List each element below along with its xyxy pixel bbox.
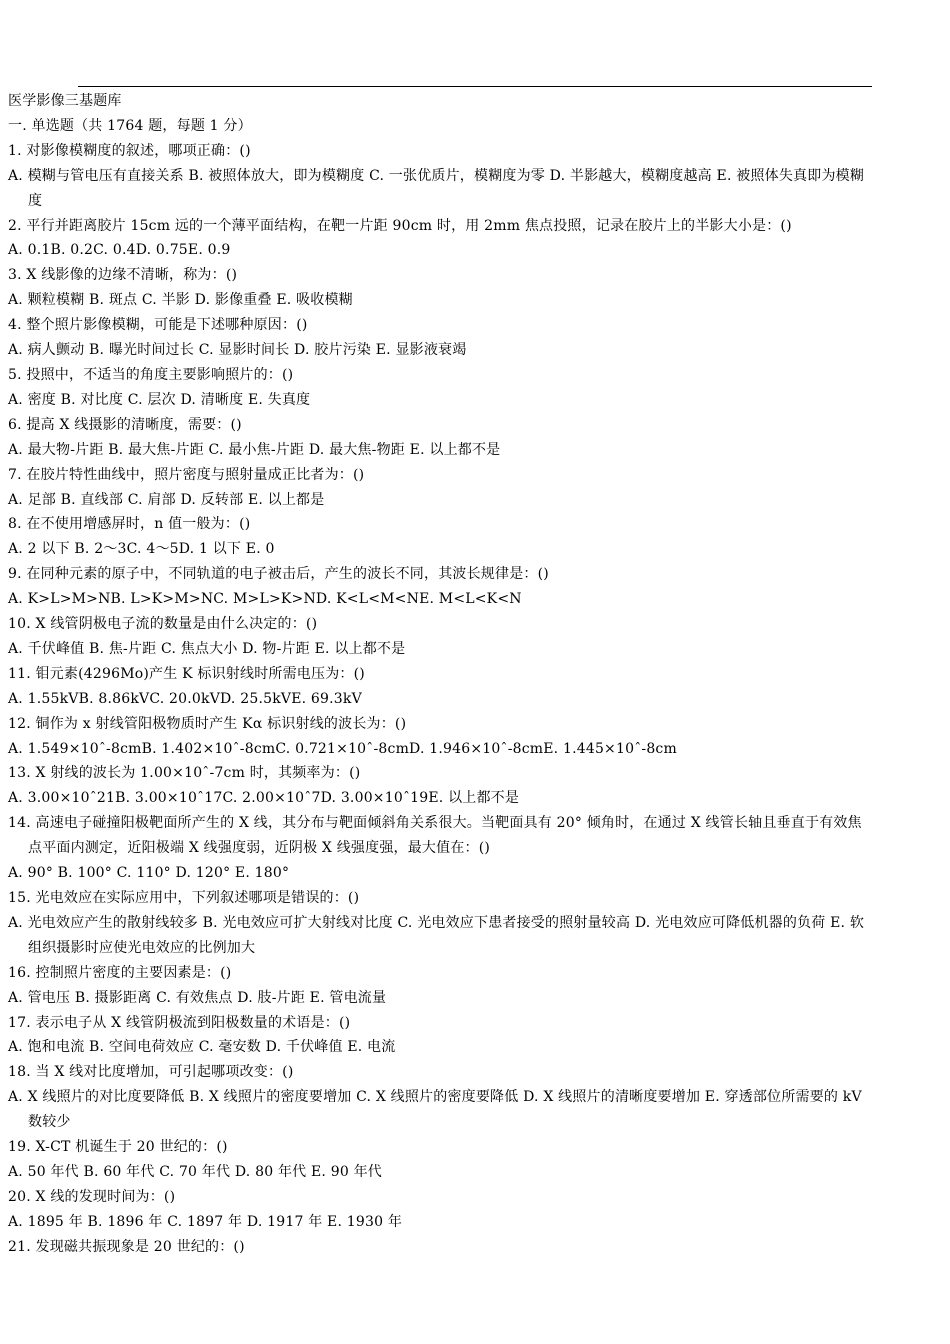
question-3: 3. X 线影像的边缘不清晰，称为：() <box>8 267 238 284</box>
header-rule <box>78 86 872 87</box>
question-9: 9. 在同种元素的原子中，不同轨道的电子被击后，产生的波长不同，其波长规律是：() <box>8 566 549 583</box>
question-1: 1. 对影像模糊度的叙述，哪项正确：() <box>8 142 251 159</box>
options-1: A. 模糊与管电压有直接关系 B. 被照体放大，即为模糊度 C. 一张优质片，模糊度为零 D. 半影越大，模糊度越高 E. 被照体失真即为模糊度 <box>8 167 865 209</box>
options-16: A. 管电压 B. 摄影距离 C. 有效焦点 D. 肢-片距 E. 管电流量 <box>8 989 387 1006</box>
options-20: A. 1895 年 B. 1896 年 C. 1897 年 D. 1917 年 E. 1930 年 <box>8 1213 403 1230</box>
options-12: A. 1.549×10ˆ-8cmB. 1.402×10ˆ-8cmC. 0.721×10ˆ-8cmD. 1.946×10ˆ-8cmE. 1.445×10ˆ-8cm <box>8 740 677 757</box>
options-14: A. 90° B. 100° C. 110° D. 120° E. 180° <box>8 865 290 882</box>
question-11: 11. 钼元素(4296Mo)产生 K 标识射线时所需电压为：() <box>8 665 365 682</box>
question-19: 19. X-CT 机诞生于 20 世纪的：() <box>8 1139 228 1156</box>
question-17: 17. 表示电子从 X 线管阴极流到阳极数量的术语是：() <box>8 1014 351 1031</box>
document-content <box>8 89 874 1260</box>
options-9: A. K>L>M>NB. L>K>M>NC. M>L>K>ND. K<L<M<NE. M<L<K<N <box>8 591 522 608</box>
options-10: A. 千伏峰值 B. 焦-片距 C. 焦点大小 D. 物-片距 E. 以上都不是 <box>8 640 406 657</box>
question-6: 6. 提高 X 线摄影的清晰度，需要：() <box>8 416 242 433</box>
question-14: 14. 高速电子碰撞阳极靶面所产生的 X 线，其分布与靶面倾斜角关系很大。当靶面具有 20° 倾角时，在通过 X 线管长轴且垂直于有效焦点平面内测定，近阳极端 X 线强度弱，近阴极 X 线强度强，最大值在：() <box>8 815 862 857</box>
question-20: 20. X 线的发现时间为：() <box>8 1188 176 1205</box>
question-8: 8. 在不使用增感屏时，n 值一般为：() <box>8 516 251 533</box>
options-15: A. 光电效应产生的散射线较多 B. 光电效应可扩大射线对比度 C. 光电效应下患者接受的照射量较高 D. 光电效应可降低机器的负荷 E. 软组织摄影时应使光电效应的比例加大 <box>8 914 865 956</box>
question-7: 7. 在胶片特性曲线中，照片密度与照射量成正比者为：() <box>8 466 365 483</box>
options-13: A. 3.00×10ˆ21B. 3.00×10ˆ17C. 2.00×10ˆ7D. 3.00×10ˆ19E. 以上都不是 <box>8 790 520 807</box>
options-4: A. 病人颤动 B. 曝光时间过长 C. 显影时间长 D. 胶片污染 E. 显影液衰竭 <box>8 342 467 359</box>
question-10: 10. X 线管阴极电子流的数量是由什么决定的：() <box>8 616 318 633</box>
question-4: 4. 整个照片影像模糊，可能是下述哪种原因：() <box>8 317 308 334</box>
section-heading: 一. 单选题（共 1764 题，每题 1 分） <box>8 117 252 134</box>
document-title: 医学影像三基题库 <box>8 93 122 109</box>
options-5: A. 密度 B. 对比度 C. 层次 D. 清晰度 E. 失真度 <box>8 391 311 408</box>
options-19: A. 50 年代 B. 60 年代 C. 70 年代 D. 80 年代 E. 90 年代 <box>8 1163 382 1180</box>
question-16: 16. 控制照片密度的主要因素是：() <box>8 964 232 981</box>
options-2: A. 0.1B. 0.2C. 0.4D. 0.75E. 0.9 <box>8 242 231 259</box>
options-11: A. 1.55kVB. 8.86kVC. 20.0kVD. 25.5kVE. 69.3kV <box>8 690 362 707</box>
options-18: A. X 线照片的对比度要降低 B. X 线照片的密度要增加 C. X 线照片的密度要降低 D. X 线照片的清晰度要增加 E. 穿透部位所需要的 kV 数较少 <box>8 1089 862 1131</box>
question-13: 13. X 射线的波长为 1.00×10ˆ-7cm 时，其频率为：() <box>8 765 361 782</box>
question-5: 5. 投照中，不适当的角度主要影响照片的：() <box>8 366 294 383</box>
question-18: 18. 当 X 线对比度增加，可引起哪项改变：() <box>8 1064 294 1081</box>
options-3: A. 颗粒模糊 B. 斑点 C. 半影 D. 影像重叠 E. 吸收模糊 <box>8 292 353 309</box>
question-12: 12. 铜作为 x 射线管阳极物质时产生 Kα 标识射线的波长为：() <box>8 715 407 732</box>
options-17: A. 饱和电流 B. 空间电荷效应 C. 毫安数 D. 千伏峰值 E. 电流 <box>8 1039 396 1056</box>
question-2: 2. 平行并距离胶片 15cm 远的一个薄平面结构，在靶一片距 90cm 时，用 2mm 焦点投照，记录在胶片上的半影大小是：() <box>8 217 792 234</box>
options-7: A. 足部 B. 直线部 C. 肩部 D. 反转部 E. 以上都是 <box>8 491 325 508</box>
options-8: A. 2 以下 B. 2～3C. 4～5D. 1 以下 E. 0 <box>8 541 275 558</box>
question-21: 21. 发现磁共振现象是 20 世纪的：() <box>8 1238 245 1255</box>
question-15: 15. 光电效应在实际应用中，下列叙述哪项是错误的：() <box>8 890 360 906</box>
options-6: A. 最大物-片距 B. 最大焦-片距 C. 最小焦-片距 D. 最大焦-物距 E. 以上都不是 <box>8 441 501 458</box>
